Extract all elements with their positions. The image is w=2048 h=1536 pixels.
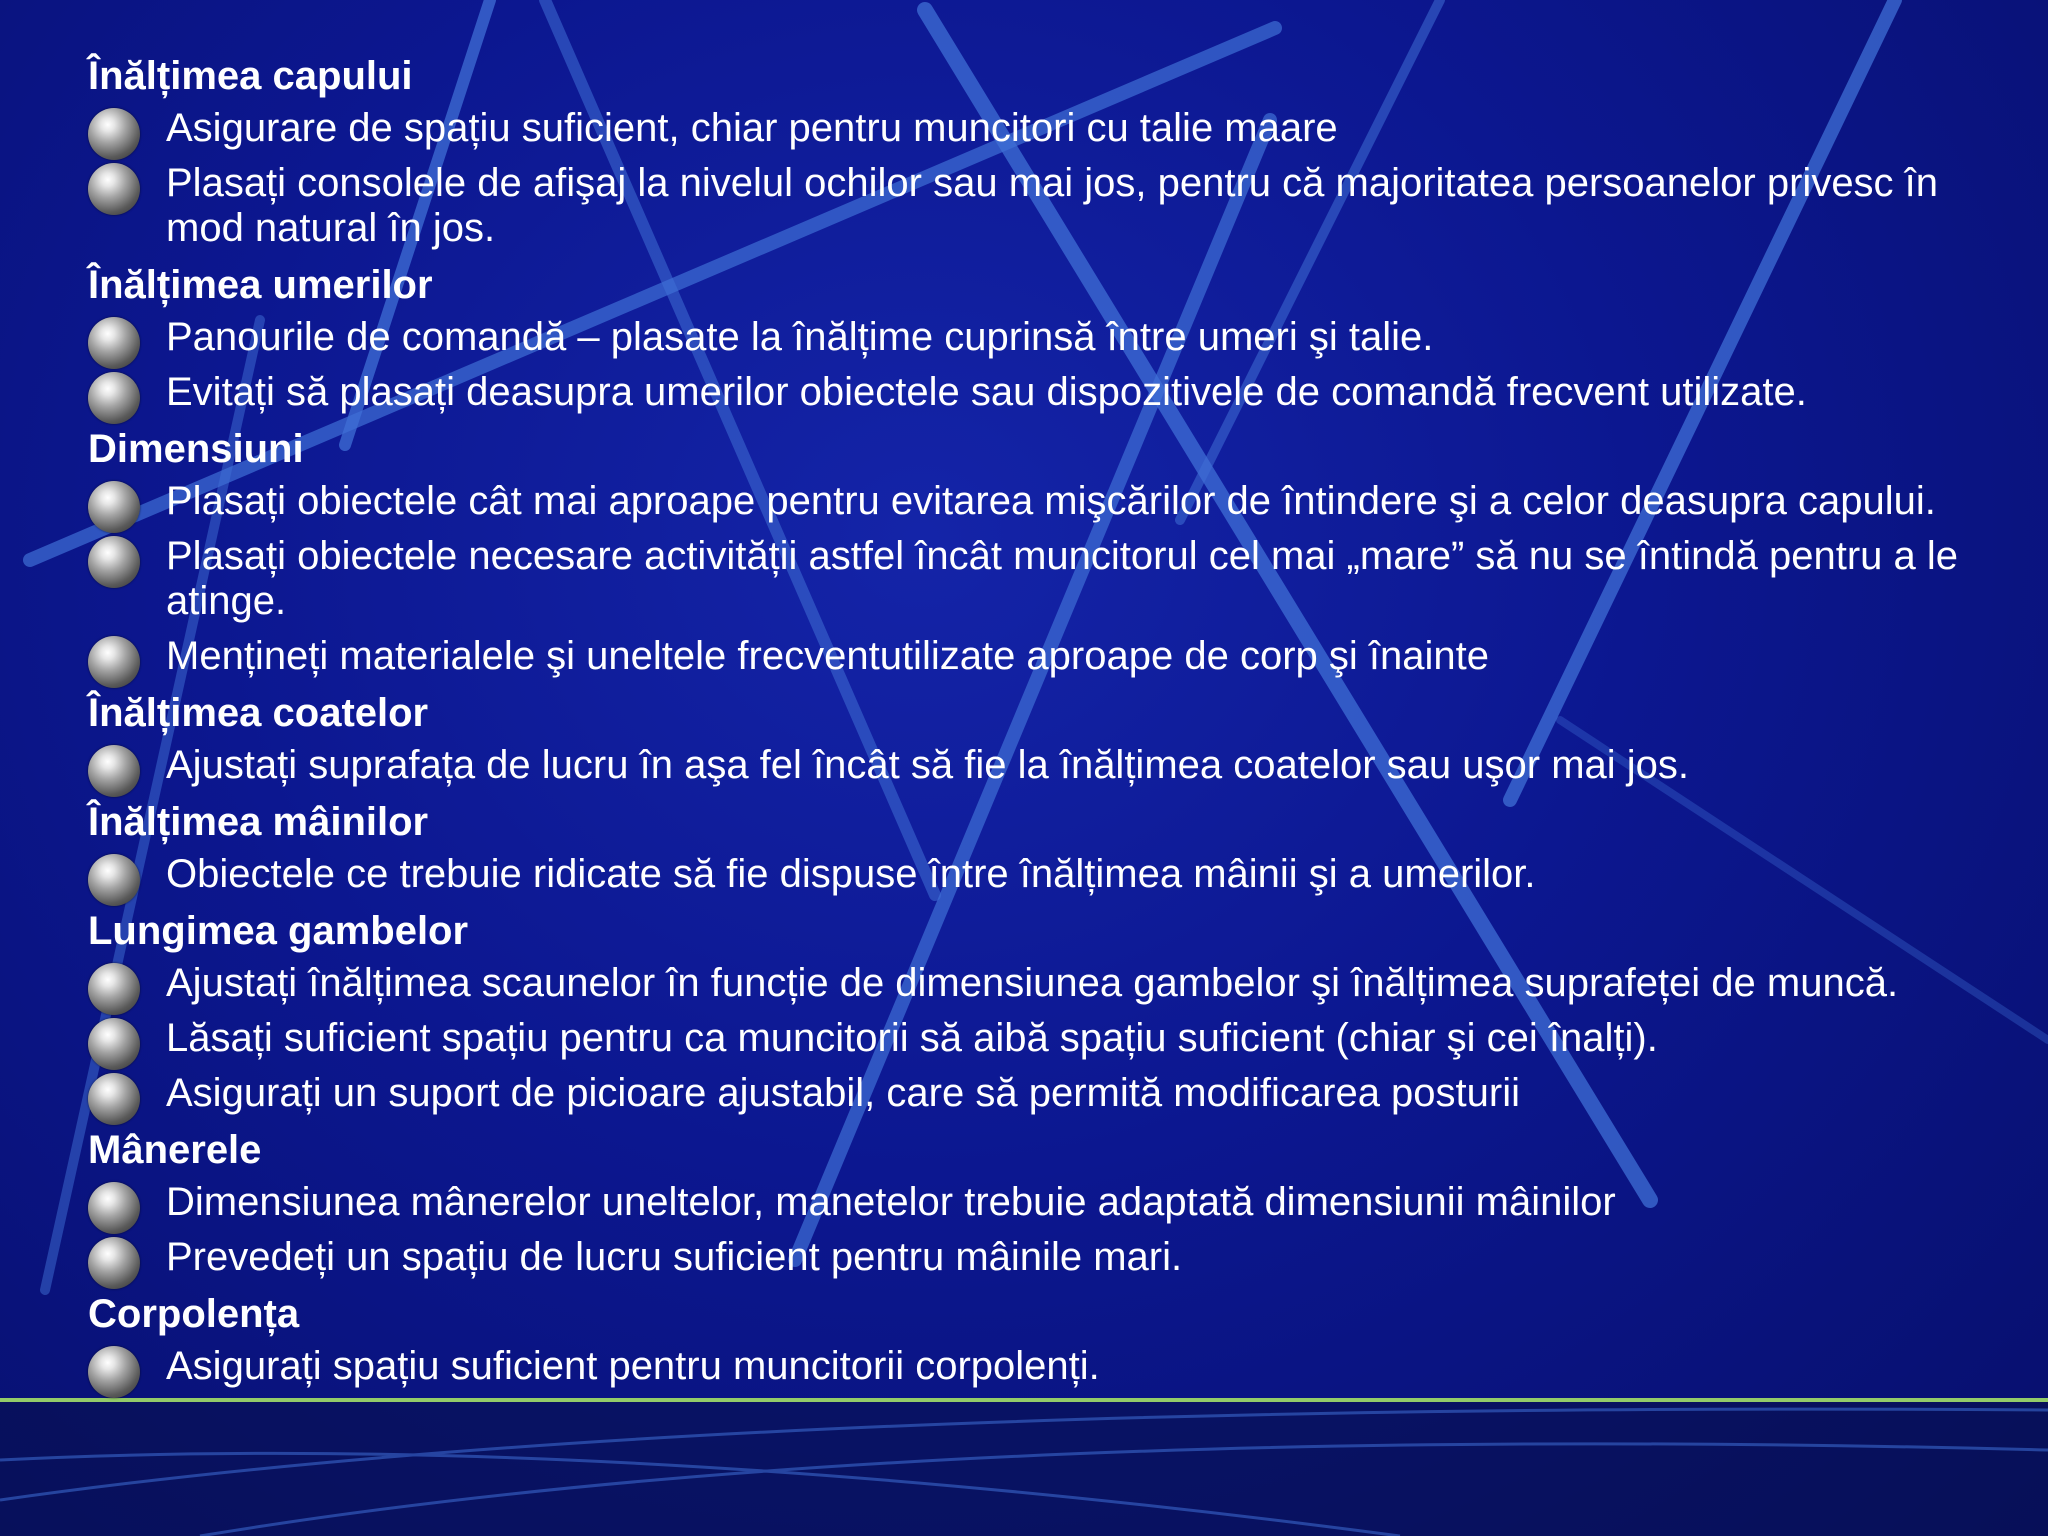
sphere-bullet-icon — [88, 536, 140, 588]
sphere-bullet-icon — [88, 481, 140, 533]
sphere-bullet-icon — [88, 372, 140, 424]
sphere-bullet-icon — [88, 1237, 140, 1289]
bullet-item — [88, 106, 2008, 151]
sphere-bullet-icon — [88, 1182, 140, 1234]
bullet-item — [88, 1016, 2008, 1061]
bullet-item — [88, 852, 2008, 897]
bullet-text: Mențineți materialele şi uneltele frecventutilizate aproape de corp şi înainte — [166, 634, 1489, 678]
section-dimensions — [88, 425, 2008, 679]
sphere-bullet-icon — [88, 1346, 140, 1398]
sphere-bullet-icon — [88, 745, 140, 797]
section-hand-height — [88, 798, 2008, 897]
bullet-text: Asigurați spațiu suficient pentru muncitorii corpolenți. — [166, 1344, 1100, 1388]
slide-content — [88, 52, 2008, 1399]
sphere-bullet-icon — [88, 1018, 140, 1070]
bullet-item — [88, 370, 2008, 415]
bullet-item — [88, 961, 2008, 1006]
sphere-bullet-icon — [88, 854, 140, 906]
section-title: Lungimea gambelor — [88, 909, 469, 953]
bullet-text: Asigurați un suport de picioare ajustabil, care să permită modificarea posturii — [166, 1071, 1521, 1115]
section-title: Înălțimea mâinilor — [88, 800, 429, 844]
sphere-bullet-icon — [88, 636, 140, 688]
bullet-item — [88, 534, 2008, 624]
section-title: Înălțimea umerilor — [88, 263, 433, 307]
bullet-text: Ajustați suprafața de lucru în aşa fel încât să fie la înălțimea coatelor sau uşor mai jos. — [166, 743, 1690, 787]
sphere-bullet-icon — [88, 963, 140, 1015]
bullet-text: Evitați să plasați deasupra umerilor obiectele sau dispozitivele de comandă frecvent utilizate. — [166, 370, 1807, 414]
sphere-bullet-icon — [88, 317, 140, 369]
bullet-item — [88, 634, 2008, 679]
section-head-height — [88, 52, 2008, 251]
bullet-text: Asigurare de spațiu suficient, chiar pentru muncitori cu talie maare — [166, 106, 1338, 150]
bullet-text: Plasați obiectele necesare activității astfel încât muncitorul cel mai „mare” să nu se întindă pentru a le atinge. — [166, 534, 1958, 623]
bullet-item — [88, 161, 2008, 251]
sphere-bullet-icon — [88, 163, 140, 215]
section-title: Dimensiuni — [88, 427, 304, 471]
bullet-text: Ajustați înălțimea scaunelor în funcție de dimensiunea gambelor şi înălțimea suprafeței de muncă. — [166, 961, 1899, 1005]
bullet-text: Prevedeți un spațiu de lucru suficient pentru mâinile mari. — [166, 1235, 1183, 1279]
bullet-text: Lăsați suficient spațiu pentru ca muncitorii să aibă spațiu suficient (chiar şi cei înalți). — [166, 1016, 1658, 1060]
section-title: Înălțimea coatelor — [88, 691, 429, 735]
sphere-bullet-icon — [88, 1073, 140, 1125]
bullet-item — [88, 315, 2008, 360]
section-title: Mânerele — [88, 1128, 262, 1172]
section-shoulder-height — [88, 261, 2008, 415]
bullet-item — [88, 743, 2008, 788]
section-title: Înălțimea capului — [88, 54, 413, 98]
bullet-item — [88, 479, 2008, 524]
sphere-bullet-icon — [88, 108, 140, 160]
bullet-item — [88, 1344, 2008, 1389]
section-elbow-height — [88, 689, 2008, 788]
bullet-text: Obiectele ce trebuie ridicate să fie dispuse între înălțimea mâinii şi a umerilor. — [166, 852, 1536, 896]
bullet-text: Plasați consolele de afişaj la nivelul ochilor sau mai jos, pentru că majoritatea persoanelor privesc în mod natural în jos. — [166, 161, 1939, 250]
section-title: Corpolența — [88, 1292, 300, 1336]
section-leg-length — [88, 907, 2008, 1116]
bullet-item — [88, 1235, 2008, 1280]
bullet-item — [88, 1071, 2008, 1116]
bullet-text: Panourile de comandă – plasate la înălțime cuprinsă între umeri şi talie. — [166, 315, 1434, 359]
bullet-text: Plasați obiectele cât mai aproape pentru evitarea mişcărilor de întindere şi a celor deasupra capului. — [166, 479, 1936, 523]
bullet-text: Dimensiunea mânerelor uneltelor, manetelor trebuie adaptată dimensiunii mâinilor — [166, 1180, 1616, 1224]
section-corpulence — [88, 1290, 2008, 1389]
section-handles — [88, 1126, 2008, 1280]
bullet-item — [88, 1180, 2008, 1225]
